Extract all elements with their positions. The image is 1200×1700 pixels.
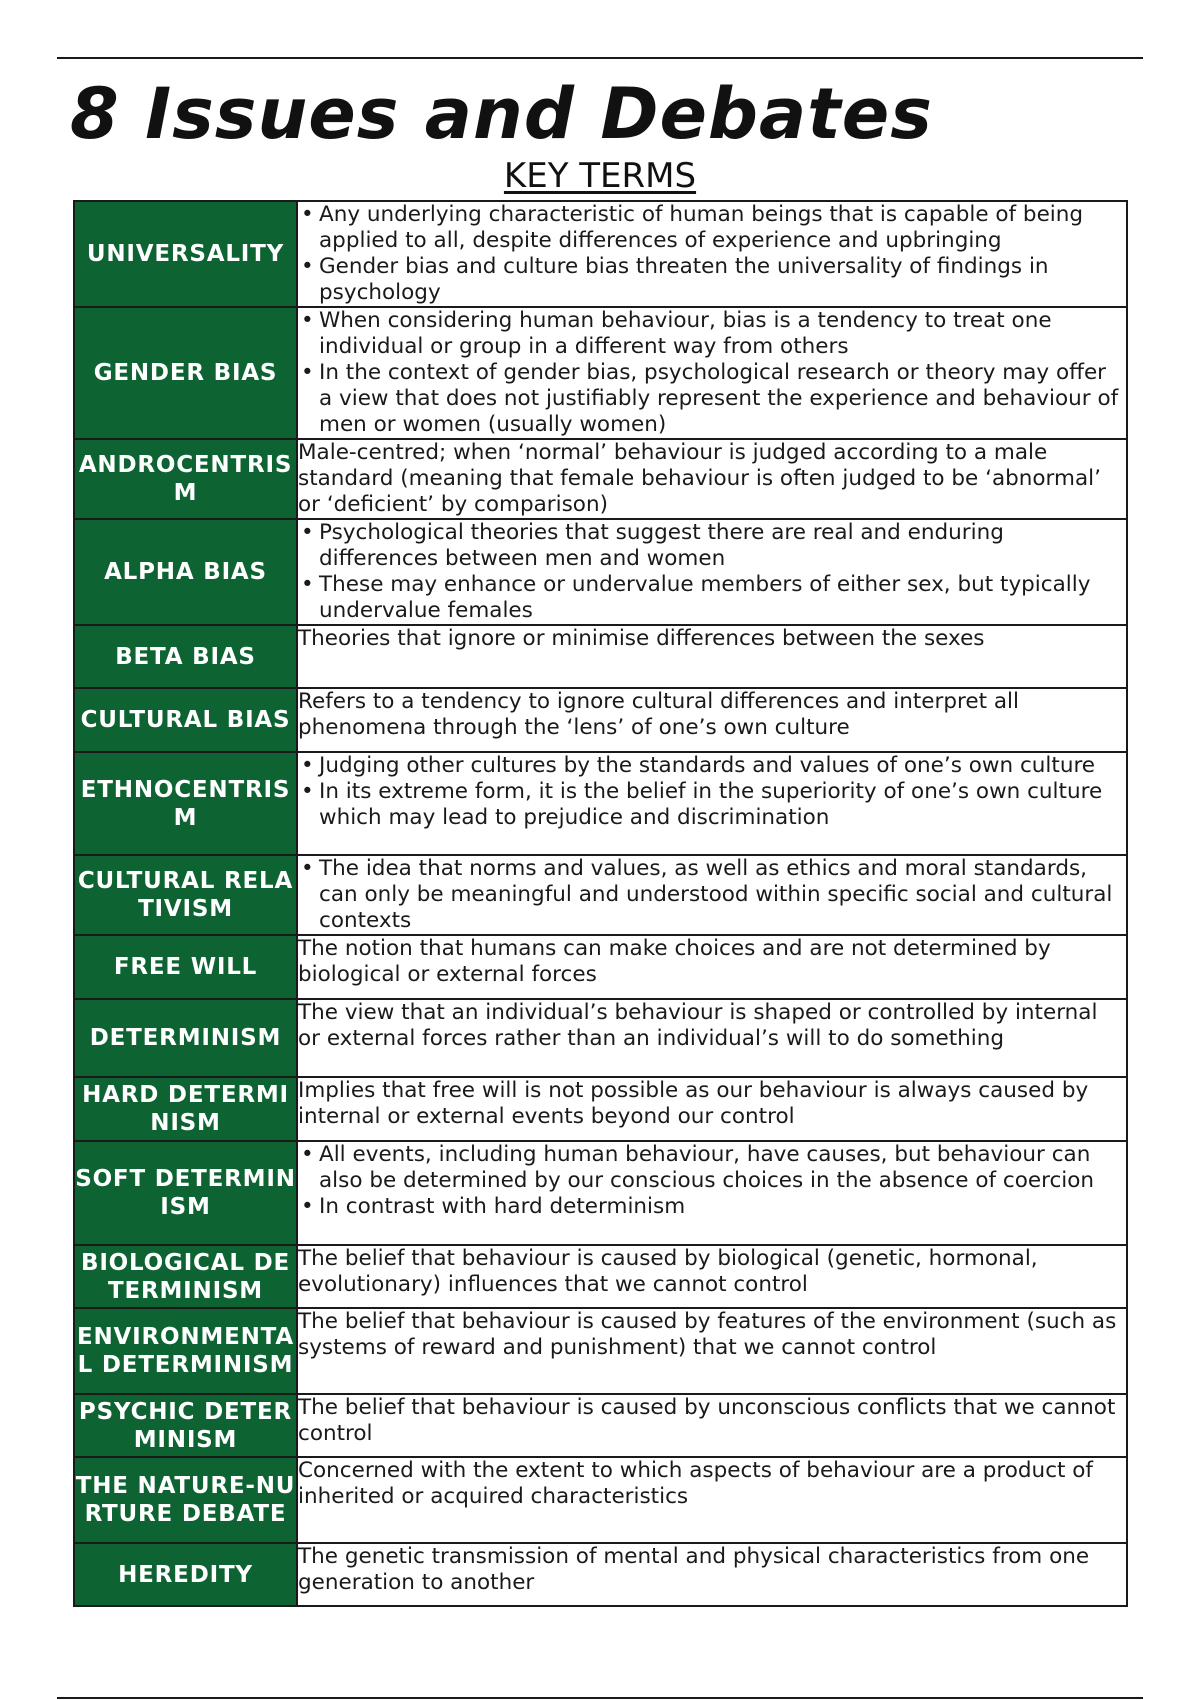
definition-cell — [297, 1308, 1127, 1394]
term-cell: ALPHA BIAS — [74, 519, 297, 625]
definition-text: Implies that free will is not possible as our behaviour is always caused by internal or external events beyond our control — [298, 1078, 1089, 1129]
definition-text: Theories that ignore or minimise differences between the sexes — [298, 626, 985, 651]
definition-cell — [297, 307, 1127, 439]
term-cell: ANDROCENTRISM — [74, 439, 297, 519]
bullet-list — [298, 308, 1126, 438]
term-cell: ENVIRONMENTAL DETERMINISM — [74, 1308, 297, 1394]
list-item: • All events, including human behaviour, have causes, but behaviour can also be determined by our conscious choices in the absence of coercion — [298, 1142, 1126, 1194]
list-item: • In its extreme form, it is the belief in the superiority of one’s own culture which may lead to prejudice and discrimination — [298, 779, 1126, 831]
list-item: • Gender bias and culture bias threaten the universality of findings in psychology — [298, 254, 1126, 306]
list-item: • Judging other cultures by the standards and values of one’s own culture — [298, 753, 1126, 779]
top-rule — [57, 57, 1143, 59]
definition-text: Concerned with the extent to which aspects of behaviour are a product of inherited or acquired characteristics — [298, 1458, 1093, 1509]
table-row — [74, 1308, 1127, 1394]
list-item: • When considering human behaviour, bias is a tendency to treat one individual or group in a different way from others — [298, 308, 1126, 360]
bottom-rule — [57, 1697, 1143, 1699]
list-item: • These may enhance or undervalue members of either sex, but typically undervalue females — [298, 572, 1126, 624]
section-heading: KEY TERMS — [503, 156, 697, 196]
definition-text: Male-centred; when ‘normal’ behaviour is judged according to a male standard (meaning that female behaviour is often judged to be ‘abnormal’ or ‘deficient’ by comparison) — [298, 440, 1101, 517]
term-cell: SOFT DETERMINISM — [74, 1141, 297, 1245]
definition-cell — [297, 752, 1127, 855]
term-cell: BETA BIAS — [74, 625, 297, 688]
bullet-list — [298, 1142, 1126, 1220]
term-cell: UNIVERSALITY — [74, 201, 297, 307]
definition-cell — [297, 688, 1127, 752]
table-row — [74, 1141, 1127, 1245]
list-item: • Any underlying characteristic of human beings that is capable of being applied to all, despite differences of experience and upbringing — [298, 202, 1126, 254]
list-item: • In the context of gender bias, psychological research or theory may offer a view that does not justifiably represent the experience and behaviour of men or women (usually women) — [298, 360, 1126, 438]
bullet-list — [298, 520, 1126, 624]
bullet-list — [298, 753, 1126, 831]
definition-cell — [297, 1077, 1127, 1141]
term-cell: HARD DETERMINISM — [74, 1077, 297, 1141]
table-row — [74, 1077, 1127, 1141]
term-cell: DETERMINISM — [74, 999, 297, 1077]
definition-text: The belief that behaviour is caused by biological (genetic, hormonal, evolutionary) influences that we cannot control — [298, 1246, 1038, 1297]
table-row — [74, 999, 1127, 1077]
definition-cell — [297, 1141, 1127, 1245]
definition-cell — [297, 519, 1127, 625]
table-row — [74, 625, 1127, 688]
table-row — [74, 688, 1127, 752]
definition-text: The genetic transmission of mental and physical characteristics from one generation to another — [298, 1544, 1090, 1595]
table-row — [74, 1394, 1127, 1457]
table-row — [74, 1543, 1127, 1606]
definition-cell — [297, 855, 1127, 935]
table-row — [74, 519, 1127, 625]
document-title: 8 Issues and Debates — [70, 73, 933, 155]
list-item: • Psychological theories that suggest there are real and enduring differences between men and women — [298, 520, 1126, 572]
table-row — [74, 752, 1127, 855]
table-row — [74, 439, 1127, 519]
term-cell: BIOLOGICAL DETERMINISM — [74, 1245, 297, 1308]
key-terms-table — [73, 200, 1128, 1607]
table-row — [74, 201, 1127, 307]
list-item: • The idea that norms and values, as well as ethics and moral standards, can only be meaningful and understood within specific social and cultural contexts — [298, 856, 1126, 934]
bullet-list — [298, 202, 1126, 306]
list-item: • In contrast with hard determinism — [298, 1194, 1126, 1220]
table-row — [74, 1245, 1127, 1308]
term-cell: GENDER BIAS — [74, 307, 297, 439]
term-cell: HEREDITY — [74, 1543, 297, 1606]
definition-text: The notion that humans can make choices and are not determined by biological or external forces — [298, 936, 1051, 987]
definition-cell — [297, 999, 1127, 1077]
term-cell: FREE WILL — [74, 935, 297, 999]
definition-cell — [297, 201, 1127, 307]
definition-cell — [297, 1457, 1127, 1543]
table-row — [74, 935, 1127, 999]
bullet-list — [298, 856, 1126, 934]
definition-cell — [297, 439, 1127, 519]
term-cell: PSYCHIC DETERMINISM — [74, 1394, 297, 1457]
definition-cell — [297, 1543, 1127, 1606]
definition-cell — [297, 935, 1127, 999]
definition-cell — [297, 1394, 1127, 1457]
term-cell: CULTURAL RELATIVISM — [74, 855, 297, 935]
definition-cell — [297, 625, 1127, 688]
table-row — [74, 307, 1127, 439]
term-cell: THE NATURE-NURTURE DEBATE — [74, 1457, 297, 1543]
definition-text: The belief that behaviour is caused by unconscious conflicts that we cannot control — [298, 1395, 1116, 1446]
definition-text: The belief that behaviour is caused by features of the environment (such as systems of reward and punishment) that we cannot control — [298, 1309, 1117, 1360]
definition-cell — [297, 1245, 1127, 1308]
table-row — [74, 855, 1127, 935]
table-row — [74, 1457, 1127, 1543]
definition-text: Refers to a tendency to ignore cultural differences and interpret all phenomena through the ‘lens’ of one’s own culture — [298, 689, 1019, 740]
term-cell: ETHNOCENTRISM — [74, 752, 297, 855]
definition-text: The view that an individual’s behaviour is shaped or controlled by internal or external forces rather than an individual’s will to do something — [298, 1000, 1098, 1051]
term-cell: CULTURAL BIAS — [74, 688, 297, 752]
